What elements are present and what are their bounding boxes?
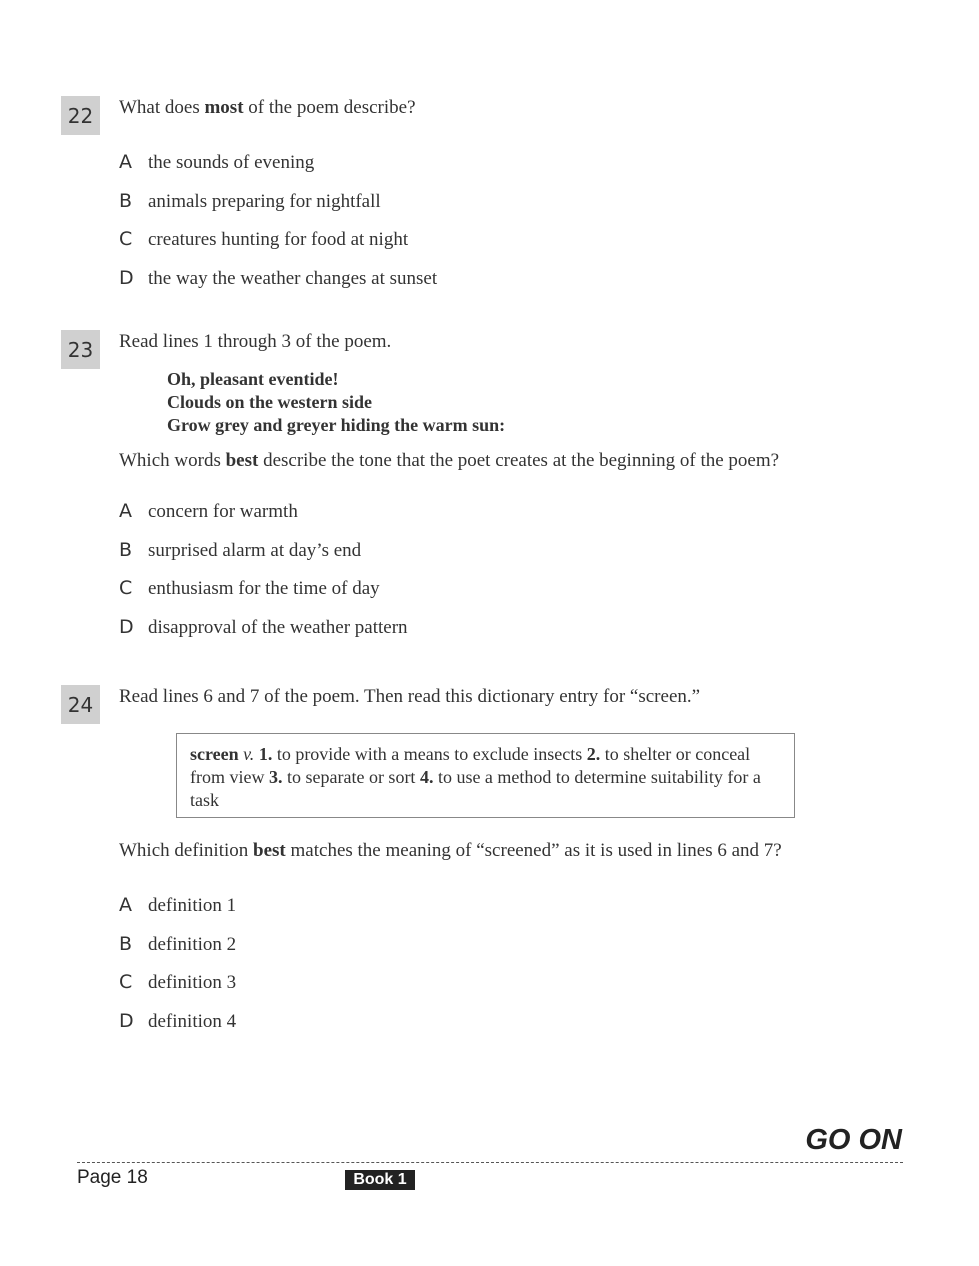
choice-letter: D [119,616,134,638]
definition-number: 3. [268,767,283,787]
choice-text: definition 4 [148,1011,237,1032]
definition-text: to provide with a means to exclude insects [272,744,587,764]
choice-text: the way the weather changes at sunset [148,268,438,289]
answer-choice[interactable] [119,228,408,251]
choice-text: animals preparing for nightfall [148,191,381,212]
excerpt-line: Oh, pleasant eventide! [167,369,339,389]
answer-choice[interactable] [119,971,236,994]
excerpt-line: Grow grey and greyer hiding the warm sun: [167,415,506,435]
go-on-label: GO ON [805,1124,902,1156]
poem-excerpt [167,368,505,437]
answer-choice[interactable] [119,151,314,174]
choice-text: the sounds of evening [148,152,315,173]
answer-choice[interactable] [119,616,408,639]
answer-choice[interactable] [119,1010,236,1033]
page-number: Page 18 [77,1167,148,1188]
definition-text: to shelter or conceal from view [190,744,751,787]
choice-text: definition 3 [148,972,237,993]
choice-text: definition 1 [148,895,237,916]
question-number: 22 [61,96,100,135]
choice-letter: C [119,971,133,993]
choice-letter: C [119,228,133,250]
choice-text: concern for warmth [148,501,298,522]
answer-choice[interactable] [119,577,380,600]
answer-choice[interactable] [119,539,361,562]
book-label: Book 1 [345,1170,415,1190]
choice-letter: A [119,151,132,173]
choice-text: disapproval of the weather pattern [148,617,408,638]
dictionary-entry [176,733,795,818]
choice-text: surprised alarm at day’s end [148,540,362,561]
question-stem: Which definition best matches the meaning of “screened” as it is used in lines 6 and 7? [119,840,782,861]
choice-letter: D [119,1010,134,1032]
choice-text: definition 2 [148,934,237,955]
question-intro: Read lines 6 and 7 of the poem. Then read this dictionary entry for “screen.” [119,686,701,707]
definition-text: to use a method to determine suitability for a task [190,767,761,810]
entry-word: screen [190,744,239,764]
excerpt-line: Clouds on the western side [167,392,373,412]
answer-choice[interactable] [119,190,381,213]
choice-letter: C [119,577,133,599]
choice-letter: D [119,267,134,289]
question-stem: Which words best describe the tone that the poet creates at the beginning of the poem? [119,450,780,471]
definition-number: 1. [258,744,273,764]
choice-letter: B [119,190,133,212]
question-number: 23 [61,330,100,369]
part-of-speech: v. [243,744,255,764]
choice-letter: A [119,500,132,522]
choice-letter: A [119,894,132,916]
choice-letter: B [119,933,133,955]
question-intro: Read lines 1 through 3 of the poem. [119,331,392,352]
choice-text: enthusiasm for the time of day [148,578,380,599]
question-stem: What does most of the poem describe? [119,97,416,118]
question-number: 24 [61,685,100,724]
answer-choice[interactable] [119,894,236,917]
answer-choice[interactable] [119,267,437,290]
definition-text: to separate or sort [282,767,420,787]
choice-letter: B [119,539,133,561]
footer-divider [77,1162,903,1163]
definition-number: 4. [419,767,434,787]
choice-text: creatures hunting for food at night [148,229,409,250]
answer-choice[interactable] [119,500,298,523]
definition-number: 2. [586,744,601,764]
answer-choice[interactable] [119,933,236,956]
